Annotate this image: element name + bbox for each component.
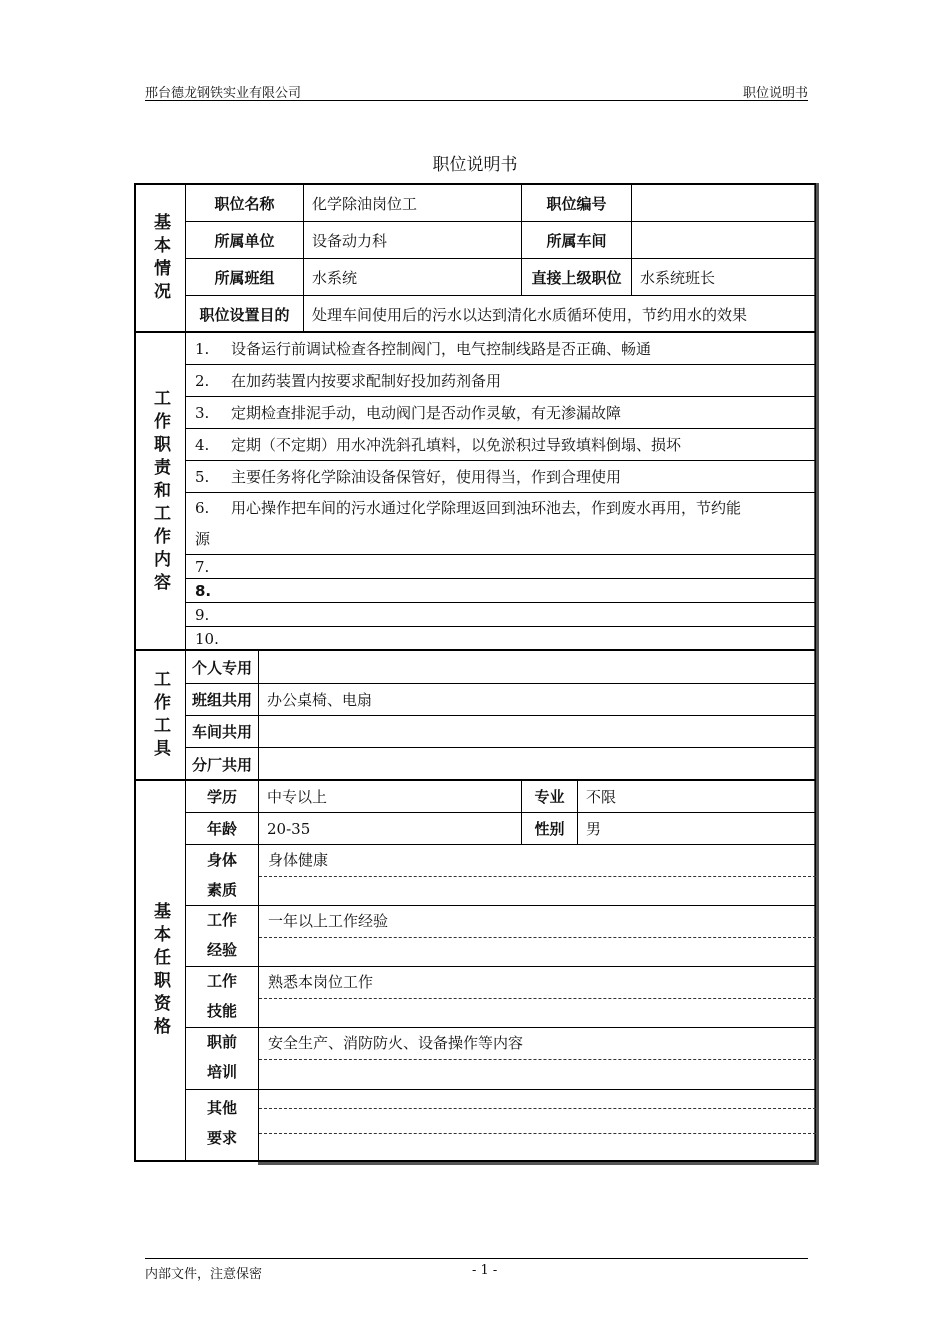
- position-code-label: 职位编号: [522, 185, 632, 222]
- row-divider: [186, 966, 816, 967]
- major-value: 不限: [578, 781, 816, 813]
- position-code-value: [632, 185, 816, 222]
- purpose-label: 职位设置目的: [186, 296, 304, 333]
- duty-item: 4. 定期（不定期）用水冲洗斜孔填料，以免淤积过导致填料倒塌、损坏: [186, 429, 816, 461]
- workshop-label: 所属车间: [522, 222, 632, 259]
- age-value: 20-35: [259, 813, 522, 845]
- superior-label: 直接上级职位: [522, 259, 632, 296]
- superior-value: 水系统班长: [632, 259, 816, 296]
- gender-label: 性别: [522, 813, 578, 845]
- dash-line: [259, 937, 816, 938]
- unit-value: 设备动力科: [304, 222, 522, 259]
- tools-section: [134, 649, 816, 781]
- unit-label: 所属单位: [186, 222, 304, 259]
- tool-value: [259, 748, 816, 781]
- training-value: 安全生产、消防防火、设备操作等内容: [268, 1034, 524, 1052]
- tool-label: 个人专用: [186, 651, 259, 684]
- team-label: 所属班组: [186, 259, 304, 296]
- duty-item: 2. 在加药装置内按要求配制好投加药剂备用: [186, 365, 816, 397]
- tool-label: 车间共用: [186, 716, 259, 748]
- education-value: 中专以上: [259, 781, 522, 813]
- duty-item: 8.: [186, 579, 816, 603]
- duties-heading: 工作职责和工作内容: [136, 333, 186, 651]
- row-divider: [186, 1027, 816, 1028]
- experience-label: 工作 经验: [206, 911, 237, 959]
- page-header: [145, 80, 808, 101]
- purpose-value: 处理车间使用后的污水以达到清化水质循环使用，节约用水的效果: [304, 296, 816, 333]
- dash-line: [259, 1059, 816, 1060]
- workshop-value: [632, 222, 816, 259]
- tool-value: [259, 651, 816, 684]
- education-label: 学历: [186, 781, 259, 813]
- duty-item: 5. 主要任务将化学除油设备保管好，使用得当，作到合理使用: [186, 461, 816, 493]
- page-footer: [145, 1258, 808, 1282]
- physical-value: 身体健康: [268, 851, 329, 869]
- skills-label: 工作 技能: [206, 972, 237, 1020]
- row-divider: [186, 905, 816, 906]
- dash-line: [259, 876, 816, 877]
- dash-line: [259, 1133, 816, 1134]
- row-divider: [186, 1089, 816, 1090]
- duty-item: 6. 用心操作把车间的污水通过化学除理返回到浊环池去，作到废水再用，节约能 源: [186, 493, 816, 555]
- duty-item: 9.: [186, 603, 816, 627]
- tools-heading: 工作工具: [136, 651, 186, 781]
- duty-item: 7.: [186, 555, 816, 579]
- tool-label: 班组共用: [186, 684, 259, 716]
- tool-value: 办公桌椅、电扇: [259, 684, 816, 716]
- confidential-note: 内部文件，注意保密: [145, 1267, 263, 1282]
- major-label: 专业: [522, 781, 578, 813]
- gender-value: 男: [578, 813, 816, 845]
- qualifications-heading: 基本任职资格: [136, 781, 186, 1160]
- experience-value: 一年以上工作经验: [268, 912, 389, 930]
- training-label: 职前 培训: [206, 1033, 237, 1081]
- position-name-label: 职位名称: [186, 185, 304, 222]
- age-label: 年龄: [186, 813, 259, 845]
- duty-item: 3. 定期检查排泥手动，电动阀门是否动作灵敏，有无渗漏故障: [186, 397, 816, 429]
- duty-item: 1. 设备运行前调试检查各控制阀门，电气控制线路是否正确、畅通: [186, 333, 816, 365]
- tool-label: 分厂共用: [186, 748, 259, 781]
- duties-section: [134, 331, 816, 651]
- basic-info-section: [134, 183, 816, 333]
- position-name-value: 化学除油岗位工: [304, 185, 522, 222]
- header-doc-title: 职位说明书: [742, 86, 808, 101]
- basic-info-heading: 基本情况: [136, 185, 186, 333]
- page-number: - 1 -: [472, 1263, 498, 1278]
- physical-label: 身体 素质: [206, 851, 237, 899]
- other-label: 其他 要求: [206, 1099, 237, 1147]
- company-name: 邢台德龙钢铁实业有限公司: [145, 86, 302, 101]
- dash-line: [259, 1108, 816, 1109]
- qual-value-column: [259, 845, 816, 1160]
- skills-value: 熟悉本岗位工作: [268, 973, 374, 991]
- duty-item: 10.: [186, 627, 816, 651]
- qualifications-section: [134, 779, 816, 1162]
- tool-value: [259, 716, 816, 748]
- dash-line: [259, 998, 816, 999]
- team-value: 水系统: [304, 259, 522, 296]
- page-title: 职位说明书: [432, 155, 518, 175]
